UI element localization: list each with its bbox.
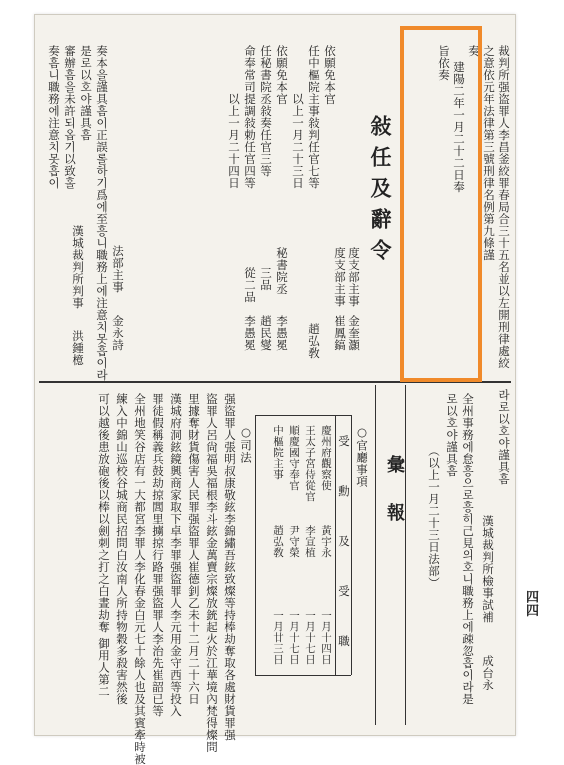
body-line: 漢城府洞鉉鏡興商家取下卓李罪强盜罪人李元用金守西等投入 xyxy=(169,393,183,717)
closing-line-1: 奏本을謹具흠이正誤롤하기爲에至흥니職務上에注意치못흡이라 xyxy=(95,45,109,381)
appointment-line-5: 任秘書院丞敍奏任官三等 xyxy=(259,45,273,177)
table-border xyxy=(351,415,352,675)
table-cell-name: 黃宇永 xyxy=(320,525,332,558)
gazette-section: ○司法 xyxy=(239,425,253,464)
signer-role: 漢城裁判所判事 xyxy=(71,225,85,309)
name-role: 從二品 xyxy=(243,267,257,303)
appointment-line-6: 命奉常司提調敍勅任官四等 xyxy=(243,45,257,189)
decree-line-3: 奏 xyxy=(467,45,481,57)
table-border xyxy=(335,415,336,675)
decree-line-2: 之意依元年法律第三號刑律名例第九條謹 xyxy=(482,45,496,261)
name-role: 三品 xyxy=(259,267,273,291)
table-cell-name: 尹守榮 xyxy=(288,525,300,558)
body-line: 盜罪人呂尙福吳福根李斗鉉金萬賣宗燦放銃起火於江華境內梵得燦問 xyxy=(205,393,219,753)
decree-line-1: 裁判所强盗罪人李昌釜絞罪春局合三十五名並以左開刑律處絞 xyxy=(497,45,511,369)
name-role: 秘書院丞 xyxy=(275,247,289,295)
table-cell-date: 一月十四日 xyxy=(320,610,332,665)
column-divider xyxy=(405,385,406,725)
name-value: 李愚冕 xyxy=(243,315,257,351)
table-border xyxy=(255,415,256,675)
name-value: 金奎灝 xyxy=(347,315,361,351)
table-cell-title: 慶州府觀察使 xyxy=(320,425,332,491)
name-value: 趙弘敎 xyxy=(307,323,321,359)
name-value: 崔鳳鎬 xyxy=(333,315,347,351)
table-cell-title: 順慶國守奉官 xyxy=(288,425,300,491)
table-cell-date: 一月廿三日 xyxy=(272,610,284,665)
table-cell-title: 中樞院主事 xyxy=(272,425,284,480)
signer-role: 漢城裁判所檢事試補 xyxy=(481,515,495,623)
name-value: 趙民燮 xyxy=(259,315,273,351)
appointment-line-3: 以上一月二十三日 xyxy=(291,93,305,189)
table-header: 職 xyxy=(337,635,351,647)
closing-line-3: 審辦흠을未許되옵기以致홀 xyxy=(63,45,77,189)
appointment-line-7: 以上一月二十四日 xyxy=(227,93,241,189)
name-role: 度支部主事 xyxy=(347,247,361,307)
column-divider xyxy=(375,385,376,725)
lower-right-line-3: 로以호야謹具흠 xyxy=(445,393,459,477)
decree-line-4: 建陽二年一月二十二日奉 xyxy=(452,61,466,193)
body-line: 罪徒假稱義兵鼓劫掠閭里擄掠行路罪强盜罪人李治先崔韶已等 xyxy=(151,393,165,717)
table-header: 受 xyxy=(337,585,351,597)
signer-name: 金永詩 xyxy=(111,315,125,351)
body-line: 可以越後患放砲後以棒以劍刺之打之白晝劫奪 御用人第二 xyxy=(97,393,111,698)
gazette-title: 彙報 xyxy=(384,455,405,551)
signer-name: 成台永 xyxy=(481,655,495,691)
appointment-line-2: 任中樞院主事敍判任官七等 xyxy=(307,45,321,189)
appointment-line-4: 依願免本官 xyxy=(275,45,289,105)
signer-role: 法部主事 xyxy=(111,245,125,293)
section-title: 敍任及辭令 xyxy=(368,115,393,270)
table-header: 受 xyxy=(337,435,351,447)
name-value: 李愚冕 xyxy=(275,315,289,351)
table-border xyxy=(255,675,351,676)
closing-line-2: 是로以호야謹具흠 xyxy=(79,45,93,141)
lower-right-line-2: 全州事務에怠흥으로흥히己見의호니職務上에疎忽흡이라是 xyxy=(461,393,475,705)
table-cell-name: 趙弘敎 xyxy=(272,525,284,558)
table-cell-date: 一月十七日 xyxy=(304,610,316,665)
body-line: 練入中錦山巡校谷城商民招問白汝南人所持物穀多殺害然後 xyxy=(115,393,129,705)
body-line: 全州地笑谷店有一大都宮李罪人李化春金白元七十餘人也及其賓牽時被 xyxy=(133,393,147,765)
table-cell-title: 王太子宮侍從官 xyxy=(304,425,316,502)
decree-line-5: 旨依奏 xyxy=(437,45,451,81)
body-line: 里據奪財貨傷害人民罪强盜罪人崔德釗乙未十二月二十六日 xyxy=(187,393,201,705)
signer-name: 洪鍾檍 xyxy=(71,330,85,366)
body-line: 强盜罪人張明叔康敬鉉李錦繡吾鉉致燦等持棒劫奪取各處財貨罪强 xyxy=(223,393,237,741)
table-cell-date: 一月十七日 xyxy=(288,610,300,665)
table-cell-name: 李宣植 xyxy=(304,525,316,558)
lower-right-line-1: 라로以호야謹具흠 xyxy=(497,389,511,485)
gazette-section: ○官廳事項 xyxy=(355,425,369,488)
lower-right-line-4: （以上一月二十三日法部） xyxy=(427,445,441,589)
highlight-box xyxy=(400,26,482,382)
name-role: 度支部主事 xyxy=(333,247,347,307)
table-border xyxy=(255,415,351,416)
table-header: 勳 xyxy=(337,485,351,497)
page-number: 四四 xyxy=(523,590,538,617)
closing-line-4: 奏흠니職務에注意치못흡이 xyxy=(47,45,61,189)
appointment-line-1: 依願免本官 xyxy=(323,45,337,105)
table-header: 及 xyxy=(337,535,351,547)
